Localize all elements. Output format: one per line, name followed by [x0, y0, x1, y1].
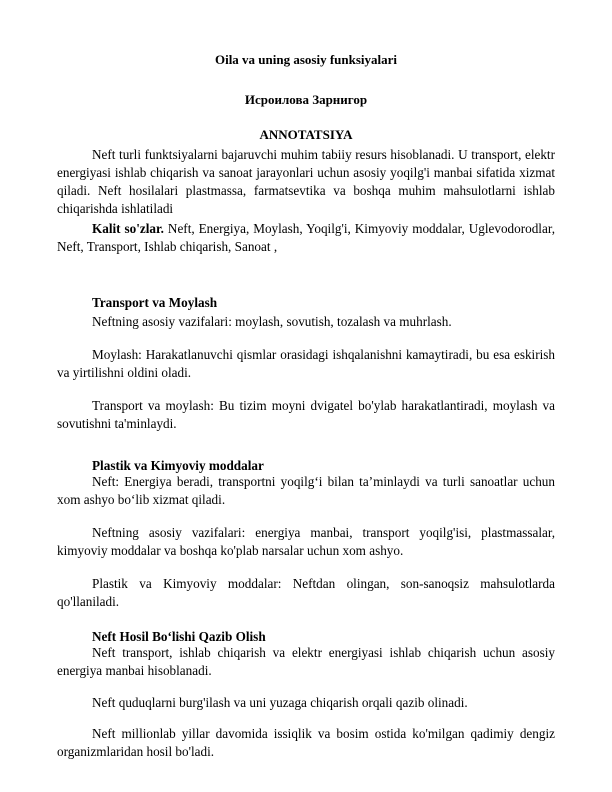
- section-paragraph: Neft millionlab yillar davomida issiqlik va bosim ostida ko'milgan qadimiy dengiz organizmlaridan hosil bo'ladi.: [57, 726, 555, 759]
- keywords-label: Kalit so'zlar.: [92, 221, 164, 236]
- section-heading: Plastik va Kimyoviy moddalar: [92, 458, 264, 473]
- section-paragraph: Plastik va Kimyoviy moddalar: Neftdan olingan, son-sanoqsiz mahsulotlarda qo'llaniladi.: [57, 576, 555, 609]
- section-paragraph: Neftning asosiy vazifalari: energiya manbai, transport yoqilg'isi, plastmassalar, kimyoviy moddalar va boshqa ko'plab narsalar uchun xom ashyo.: [57, 525, 555, 558]
- annotation-paragraph: Neft turli funktsiyalarni bajaruvchi muhim tabiiy resurs hisoblanadi. U transport, elektr energiyasi ishlab chiqarish va sanoat jarayonlari uchun asosiy yoqilg'i manbai sifatida xizmat qiladi. Neft hosilalari plastmassa, farmatsevtika va boshqa muhim mahsulotlarni ishlab chiqarishda ishlatiladi: [57, 147, 555, 216]
- annotation-heading: ANNOTATSIYA: [259, 127, 353, 142]
- section-heading: Transport va Moylash: [92, 295, 218, 310]
- section-paragraph: Moylash: Harakatlanuvchi qismlar orasidagi ishqalanishni kamaytiradi, bu esa eskirish va yirtilishni oldini oladi.: [57, 347, 555, 380]
- section-paragraph: Neftning asosiy vazifalari: moylash, sovutish, tozalash va muhrlash.: [92, 314, 452, 329]
- author-name: Исроилова Зарнигор: [244, 92, 368, 107]
- keywords-text: Neft, Energiya, Moylash, Yoqilg'i, Kimyoviy moddalar, Uglevodorodlar, Neft, Transport, Ishlab chiqarish, Sanoat ,: [57, 221, 555, 254]
- paper-title: Oila va uning asosiy funksiyalari: [214, 52, 398, 67]
- keywords-paragraph: [57, 220, 555, 256]
- section-paragraph: Neft quduqlarni burg'ilash va uni yuzaga chiqarish orqali qazib olinadi.: [92, 695, 468, 710]
- section-paragraph: Neft transport, ishlab chiqarish va elektr energiyasi ishlab chiqarish uchun asosiy energiya manbai hisoblanadi.: [57, 645, 555, 678]
- section-paragraph: Neft: Energiya beradi, transportni yoqilg‘i bilan ta’minlaydi va turli sanoatlar uchun xom ashyo bo‘lib xizmat qiladi.: [57, 474, 555, 507]
- section-heading: Neft Hosil Bo‘lishi Qazib Olish: [92, 629, 266, 644]
- section-paragraph: Transport va moylash: Bu tizim moyni dvigatel bo'ylab harakatlantiradi, moylash va sovutishni ta'minlaydi.: [57, 398, 555, 431]
